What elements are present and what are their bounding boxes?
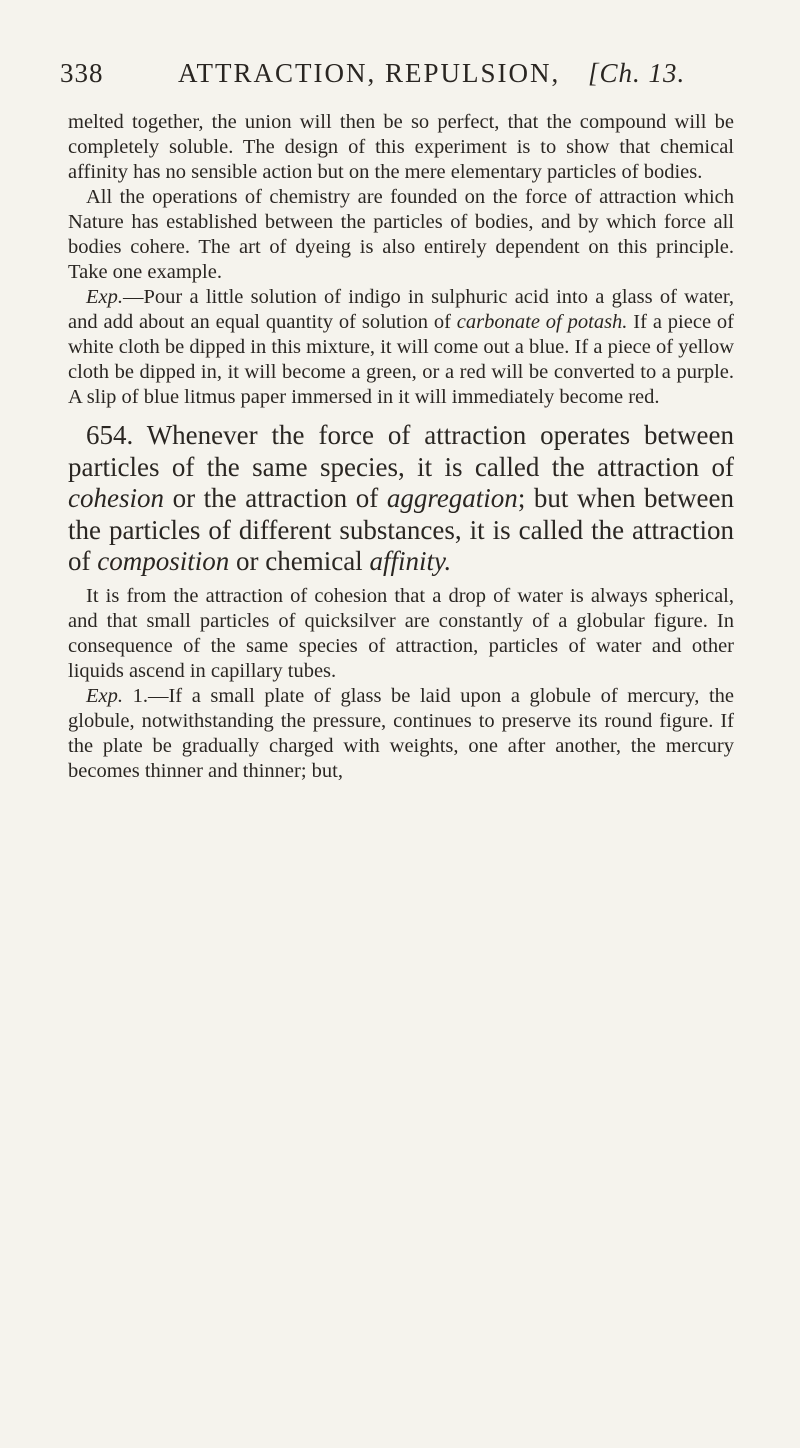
chapter-reference: [Ch. 13. (588, 58, 686, 88)
exp-label: Exp. (86, 286, 123, 308)
paragraph-654-definition: 654. Whenever the force of attraction operates between particles of the same species, it is called the attraction of cohesion or the attraction of aggregation; but when between the particles of different substances, it is called the attraction of composition or chemical affinity. (68, 420, 734, 576)
term-composition: composition (97, 546, 230, 576)
paragraph-mercury-experiment: Exp. 1.—If a small plate of glass be laid upon a globule of mercury, the globule, notwithstanding the pressure, continues to preserve its round figure. If the plate be gradually charged with weights, one after another, the mercury becomes thinner and thinner; but, (68, 684, 734, 782)
term-cohesion: cohesion (68, 483, 164, 513)
page-body (68, 110, 734, 784)
term-aggregation: aggregation (386, 483, 518, 513)
emphasis-carbonate: carbonate of potash. (456, 311, 628, 333)
page-header (60, 58, 750, 98)
paragraph-dye-compound: melted together, the union will then be so perfect, that the compound will be completely soluble. The design of this experiment is to show that chemical affinity has no sensible action but on the mere elementary particles of bodies. (68, 111, 734, 183)
paragraph-indigo-experiment: Exp.—Pour a little solution of indigo in sulphuric acid into a glass of water, and add about an equal quantity of solution of carbonate of potash. If a piece of white cloth be dipped in this mixture, it will come out a blue. If a piece of yellow cloth be dipped in, it will become a green, or a red will be converted to a purple. A slip of blue litmus paper immersed in it will immediately become red. (68, 286, 735, 408)
page-number: 338 (60, 58, 104, 88)
paragraph-chemistry-operations: All the operations of chemistry are founded on the force of attraction which Nature has established between the particles of bodies, and by which force all bodies cohere. The art of dyeing is also entirely dependent on this principle. Take one example. (68, 186, 734, 283)
paragraph-cohesion-examples: It is from the attraction of cohesion that a drop of water is always spherical, and that small particles of quicksilver are constantly of a globular figure. In consequence of the same species of attraction, particles of water and other liquids ascend in capillary tubes. (68, 584, 734, 682)
running-title: ATTRACTION, REPULSION, (178, 58, 561, 88)
term-affinity: affinity. (369, 546, 452, 576)
exp-label: Exp. (86, 684, 123, 707)
